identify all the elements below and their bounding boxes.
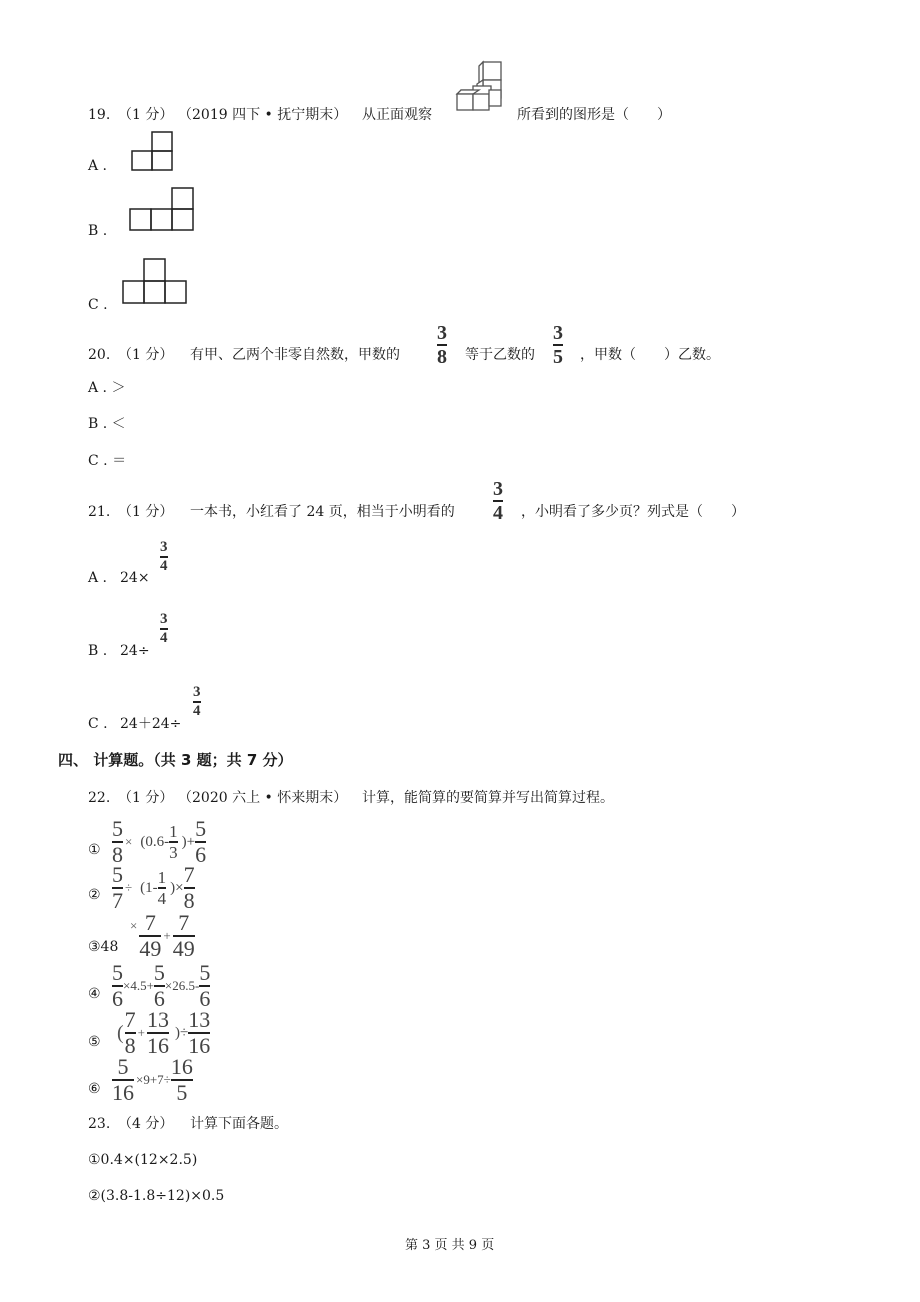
q20-text-b: 等于乙数的 xyxy=(465,347,535,363)
fraction: $\frac{13}{16}$ xyxy=(147,1007,170,1058)
q21-option-a-text[interactable]: 24× xyxy=(120,570,150,586)
mid-text: ×4.5+ xyxy=(123,978,154,993)
paren-text: )+ xyxy=(181,833,196,850)
denominator: 5 xyxy=(553,346,563,368)
fraction: $\frac{5}{8}$ xyxy=(112,816,123,867)
fraction: $\frac{7}{49}$ xyxy=(139,910,162,961)
q19-cube-stack-figure xyxy=(455,60,505,122)
option-label: A . xyxy=(88,380,108,396)
q20-number: 20. xyxy=(88,347,111,363)
denominator: 4 xyxy=(493,502,503,524)
numerator: 3 xyxy=(160,611,168,627)
q20-text-a: 有甲、乙两个非零自然数，甲数的 xyxy=(190,347,400,363)
q19-number: 19. xyxy=(88,107,111,123)
paren-text: )÷ xyxy=(175,1024,189,1041)
q22-item-6-mark: ⑥ xyxy=(88,1081,101,1097)
q22-item-2-mark: ② xyxy=(88,887,101,903)
q19-option-a-label[interactable]: A . xyxy=(88,158,108,174)
operator: + xyxy=(163,928,171,943)
fraction: $\frac{5}{6}$ xyxy=(153,960,165,1011)
q20-fraction-1 xyxy=(437,323,447,367)
fraction: $\frac{13}{16}$ xyxy=(188,1007,211,1058)
q22-item-3-mark: ③48 xyxy=(88,939,119,955)
denominator: 4 xyxy=(160,558,168,574)
operator: + xyxy=(137,1025,146,1040)
q20-option-c[interactable] xyxy=(88,454,126,468)
section-heading: 四、 计算题。（共 3 题；共 7 分） xyxy=(58,751,293,769)
q20-fraction-2 xyxy=(553,323,563,367)
q19-text-a: 从正面观察 xyxy=(362,107,432,123)
q21-option-b-fraction xyxy=(160,612,168,646)
mid-text: ×26.5- xyxy=(164,978,200,993)
q19-score: （1 分） xyxy=(118,107,174,123)
q22-item-4-mark: ④ xyxy=(88,986,101,1002)
q20-score: （1 分） xyxy=(118,347,174,363)
q20-text-c: ，甲数（ ）乙数。 xyxy=(580,347,720,363)
q22-item-5-expression xyxy=(116,1009,210,1057)
q23-text: 计算下面各题。 xyxy=(190,1116,288,1132)
fraction: $\frac{5}{16}$ xyxy=(112,1054,134,1105)
q22-item-2-expression xyxy=(112,864,195,912)
denominator: 4 xyxy=(160,630,168,646)
fraction: $\frac{5}{6}$ xyxy=(199,960,211,1011)
q21-option-a-fraction xyxy=(160,540,168,574)
q21-text-a: 一本书，小红看了 24 页，相当于小明看的 xyxy=(190,504,455,520)
q19-option-c-label[interactable]: C . xyxy=(88,297,108,313)
q19-option-b-figure[interactable] xyxy=(128,186,196,234)
option-label: B . xyxy=(88,416,108,432)
q22-item-1-expression xyxy=(112,818,206,866)
fraction: $\frac{1}{4}$ xyxy=(157,868,167,908)
q21-option-b-text[interactable]: 24÷ xyxy=(120,643,150,659)
q19-text-b: 所看到的图形是（ ） xyxy=(517,107,671,123)
q19-option-a-figure[interactable] xyxy=(130,130,176,172)
fraction: $\frac{7}{8}$ xyxy=(124,1007,136,1058)
fraction: $\frac{7}{49}$ xyxy=(172,910,195,961)
q21-text-b: ，小明看了多少页？列式是（ ） xyxy=(521,504,745,520)
q23-score: （4 分） xyxy=(118,1116,174,1132)
q20-option-a[interactable] xyxy=(88,381,125,395)
q21-number: 21. xyxy=(88,504,111,520)
q21-option-c-label[interactable]: C . xyxy=(88,716,108,732)
q19-source: （2019 四下 • 抚宁期末） xyxy=(178,107,348,123)
denominator: 8 xyxy=(437,346,447,368)
operator: × xyxy=(130,918,138,933)
fraction: $\frac{5}{6}$ xyxy=(112,960,123,1011)
q22-score: （1 分） xyxy=(118,790,174,806)
q23-item-1: ①0.4×(12×2.5) xyxy=(88,1152,198,1168)
q23-item-2: ②(3.8-1.8÷12)×0.5 xyxy=(88,1188,225,1204)
q19-option-c-figure[interactable] xyxy=(121,256,189,306)
q22-item-4-expression xyxy=(112,962,210,1010)
q22-item-5-mark: ⑤ xyxy=(88,1034,101,1050)
page-footer: 第 3 页 共 9 页 xyxy=(405,1238,495,1253)
numerator: 3 xyxy=(160,539,168,555)
paren-text: )× xyxy=(170,879,184,896)
option-text: ＜ xyxy=(111,416,126,432)
operator: ÷ xyxy=(125,880,133,895)
numerator: 3 xyxy=(553,322,563,344)
q22-text: 计算，能简算的要简算并写出简算过程。 xyxy=(362,790,614,806)
q21-option-c-text[interactable]: 24＋24÷ xyxy=(120,716,182,732)
q22-item-3-expression xyxy=(128,912,195,960)
mid-text: ×9+7÷ xyxy=(136,1072,171,1087)
q21-option-c-fraction xyxy=(193,685,201,719)
paren-text: ( xyxy=(117,1021,124,1044)
q20-option-b[interactable] xyxy=(88,417,126,431)
fraction: $\frac{16}{5}$ xyxy=(170,1054,193,1105)
q21-option-b-label[interactable]: B . xyxy=(88,643,108,659)
paren-text: (1- xyxy=(140,879,158,896)
operator: × xyxy=(125,834,133,849)
fraction: $\frac{7}{8}$ xyxy=(183,862,195,913)
numerator: 3 xyxy=(493,478,503,500)
fraction: $\frac{1}{3}$ xyxy=(169,822,178,862)
fraction: $\frac{5}{7}$ xyxy=(112,862,123,913)
q22-number: 22. xyxy=(88,790,111,806)
q22-item-1-mark: ① xyxy=(88,842,101,858)
option-text: ＝ xyxy=(112,453,127,469)
option-text: ＞ xyxy=(111,380,126,396)
numerator: 3 xyxy=(193,684,201,700)
q21-option-a-label[interactable]: A . xyxy=(88,570,108,586)
denominator: 4 xyxy=(193,703,201,719)
q21-score: （1 分） xyxy=(118,504,174,520)
option-label: C . xyxy=(88,453,108,469)
fraction: $\frac{5}{6}$ xyxy=(195,816,207,867)
q22-source: （2020 六上 • 怀来期末） xyxy=(178,790,348,806)
q19-option-b-label[interactable]: B . xyxy=(88,223,108,239)
numerator: 3 xyxy=(437,322,447,344)
q23-number: 23. xyxy=(88,1116,111,1132)
paren-text: (0.6- xyxy=(140,833,170,850)
q22-item-6-expression xyxy=(112,1056,193,1104)
q21-fraction xyxy=(493,479,503,523)
